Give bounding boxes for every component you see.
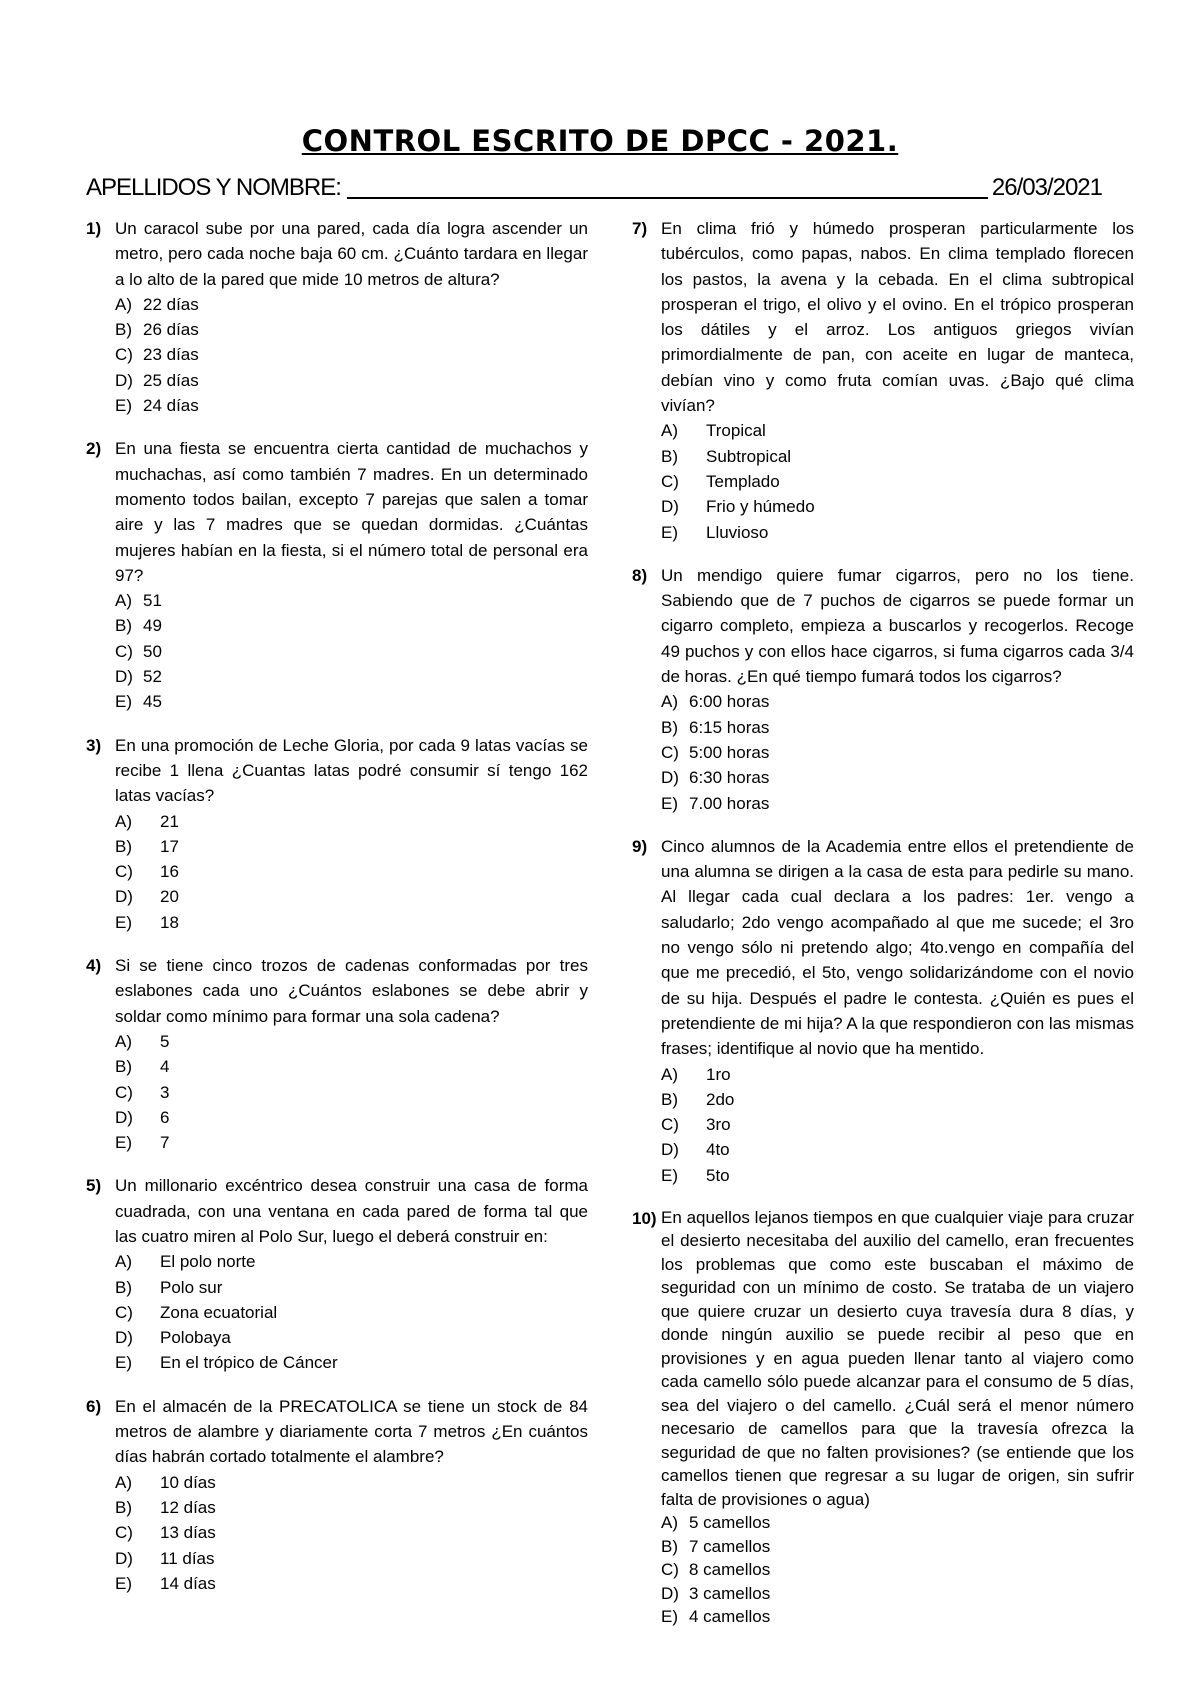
question-2 [86, 436, 588, 714]
option-letter: A) [115, 811, 132, 831]
question-number: 5) [86, 1176, 102, 1196]
options-list [115, 1029, 588, 1155]
option-b[interactable] [115, 834, 588, 859]
option-text: 4 [160, 1057, 170, 1077]
option-text: 6 [160, 1107, 170, 1127]
question-number: 1) [86, 219, 102, 238]
option-b[interactable] [115, 1495, 588, 1520]
option-letter: D) [661, 768, 679, 788]
option-text: 16 [160, 862, 179, 882]
option-text: 45 [143, 692, 162, 712]
option-letter: A) [115, 1472, 132, 1492]
option-letter: D) [115, 1548, 133, 1568]
option-c[interactable] [661, 1112, 1134, 1137]
question-number: 6) [86, 1396, 102, 1416]
option-letter: C) [115, 641, 133, 661]
option-d[interactable] [661, 765, 1134, 790]
option-text: 8 camellos [689, 1560, 771, 1580]
question-number: 9) [632, 836, 648, 856]
question-number: 7) [632, 219, 648, 238]
option-c[interactable] [115, 342, 588, 367]
option-text: 6:30 horas [689, 768, 770, 788]
options-list [661, 689, 1134, 815]
option-b[interactable] [115, 613, 588, 638]
option-text: 4to [706, 1140, 730, 1160]
right-column [632, 216, 1134, 1629]
options-list [115, 1249, 588, 1375]
option-text: 3ro [706, 1115, 731, 1135]
question-text: En una fiesta se encuentra cierta cantidad de muchachos y muchachas, así como también 7 madres. En un determinado momento todos bailan, excepto 7 parejas que salen a tomar aire y las 7 madres que se quedan dormidas. ¿Cuántas mujeres habían en la fiesta, si el número total de personal era 97? [115, 439, 588, 585]
option-c[interactable] [115, 1080, 588, 1105]
question-5 [86, 1173, 588, 1375]
option-a[interactable] [115, 1470, 588, 1495]
option-text: 13 días [160, 1523, 216, 1543]
page-title: CONTROL ESCRITO DE DPCC - 2021. [301, 124, 899, 158]
option-a[interactable] [115, 292, 588, 317]
question-number: 3) [86, 735, 102, 755]
question-text: Cinco alumnos de la Academia entre ellos el pretendiente de una alumna se dirigen a la casa de esta para pedirle su mano. Al llegar cada cual declara a los padres: 1er. vengo a saludarlo; 2do vengo acompañado al que me sucede; el 3ro no vengo sólo ni pretendo algo; 4to.vengo en compañía del que me precedió, el 5to, vengo solidarizándome con el novio de su hija. Después el padre le contesta. ¿Quién es pues el pretendiente de mi hija? A la que respondieron con las mismas frases; identifique al novio que ha mentido. [661, 836, 1134, 1059]
option-letter: E) [115, 692, 132, 712]
option-e[interactable] [115, 393, 588, 418]
option-text: 50 [143, 641, 162, 661]
question-text: Un caracol sube por una pared, cada día logra ascender un metro, pero cada noche baja 60 cm. ¿Cuánto tardara en llegar a lo alto de la pared que mide 10 metros de altura? [115, 219, 588, 289]
option-letter: B) [115, 1057, 132, 1077]
option-letter: C) [115, 345, 133, 365]
option-text: 52 [143, 667, 162, 687]
option-text: Lluvioso [706, 522, 769, 542]
option-text: 5to [706, 1165, 730, 1185]
option-letter: A) [661, 692, 678, 712]
question-text: Si se tiene cinco trozos de cadenas conformadas por tres eslabones cada uno ¿Cuántos eslabones se debe abrir y soldar como mínimo para formar una sola cadena? [115, 956, 588, 1026]
option-text: 6:15 horas [689, 717, 770, 737]
option-d[interactable] [661, 494, 1134, 519]
option-a[interactable] [115, 809, 588, 834]
option-letter: B) [661, 717, 678, 737]
option-letter: E) [115, 1133, 132, 1153]
option-letter: C) [115, 1523, 133, 1543]
option-letter: B) [115, 1277, 132, 1297]
option-letter: A) [661, 1513, 678, 1533]
option-e[interactable] [115, 689, 588, 714]
option-text: 5 camellos [689, 1513, 771, 1533]
option-letter: D) [661, 497, 679, 517]
option-letter: A) [115, 1252, 132, 1272]
option-letter: D) [661, 1140, 679, 1160]
option-letter: D) [115, 667, 133, 687]
option-letter: E) [661, 522, 678, 542]
option-text: 25 días [143, 370, 199, 390]
options-list [661, 1062, 1134, 1188]
name-row [86, 172, 1102, 202]
option-text: Frio y húmedo [706, 497, 815, 517]
option-a[interactable] [115, 1029, 588, 1054]
option-c[interactable] [115, 1300, 588, 1325]
option-letter: A) [661, 421, 678, 441]
option-text: 5:00 horas [689, 742, 770, 762]
option-e[interactable] [115, 1130, 588, 1155]
option-d[interactable] [661, 1582, 1134, 1606]
option-text: 22 días [143, 294, 199, 314]
option-letter: C) [115, 862, 133, 882]
question-7 [632, 216, 1134, 545]
option-e[interactable] [115, 1571, 588, 1596]
option-d[interactable] [115, 664, 588, 689]
option-text: 7 camellos [689, 1536, 771, 1556]
option-text: El polo norte [160, 1252, 256, 1272]
option-e[interactable] [661, 1163, 1134, 1188]
option-c[interactable] [115, 859, 588, 884]
question-text: En una promoción de Leche Gloria, por cada 9 latas vacías se recibe 1 llena ¿Cuantas latas podré consumir sí tengo 162 latas vacías? [115, 735, 588, 806]
question-text: Un millonario excéntrico desea construir una casa de forma cuadrada, con una ventana en cada pared de forma tal que las cuatro miren al Polo Sur, luego el deberá construir en: [115, 1176, 588, 1246]
name-label: APELLIDOS Y NOMBRE: [86, 174, 341, 201]
options-list [115, 588, 588, 714]
option-d[interactable] [115, 1105, 588, 1130]
option-letter: D) [661, 1583, 679, 1603]
option-b[interactable] [661, 444, 1134, 469]
option-e[interactable] [661, 791, 1134, 816]
question-number: 8) [632, 565, 648, 585]
options-list [115, 1470, 588, 1596]
option-e[interactable] [115, 1350, 588, 1375]
question-9 [632, 834, 1134, 1188]
option-text: 4 camellos [689, 1607, 771, 1627]
option-e[interactable] [661, 520, 1134, 545]
option-text: 14 días [160, 1573, 216, 1593]
option-text: 51 [143, 591, 162, 611]
question-text: En aquellos lejanos tiempos en que cualquier viaje para cruzar el desierto necesitaba del auxilio del camello, eran frecuentes los problemas que como este buscaban el máximo de seguridad con un mínimo de costo. Se trataba de un viajero que quiere cruzar un desierto cuya travesía dura 8 días, y donde ningún auxilio se puede recibir al peso que en provisiones y en agua pueden llenar tanto al viajero como cada camello sólo puede alcanzar para el consumo de 5 días, sea del viajero o del camello. ¿Cuál será el menor número necesario de camellos para que la travesía ofrezca la seguridad de que no falten provisiones? (se entiende que los camellos tienen que regresar a su lugar de origen, sin sufrir falta de provisiones o agua) [661, 1207, 1134, 1509]
option-e[interactable] [661, 1605, 1134, 1629]
option-c[interactable] [661, 469, 1134, 494]
question-number: 2) [86, 439, 102, 459]
option-b[interactable] [115, 1275, 588, 1300]
option-text: 11 días [160, 1548, 215, 1568]
option-b[interactable] [661, 1087, 1134, 1112]
option-letter: E) [661, 793, 678, 813]
option-c[interactable] [661, 740, 1134, 765]
option-c[interactable] [115, 1520, 588, 1545]
options-list [661, 1511, 1134, 1629]
option-text: 21 [160, 811, 179, 831]
option-letter: B) [115, 1497, 132, 1517]
option-letter: C) [661, 742, 679, 762]
question-8 [632, 563, 1134, 816]
option-letter: B) [115, 320, 132, 340]
option-a[interactable] [115, 1249, 588, 1274]
option-letter: D) [115, 887, 133, 907]
question-text: En clima frió y húmedo prosperan particularmente los tubérculos, como papas, nabos. En clima templado florecen los pastos, la avena y la cebada. En el clima subtropical prosperan el trigo, el olivo y el ovino. En el trópico prosperan los dátiles y el arroz. Los antiguos griegos vivían primordialmente de pan, con aceite en lugar de manteca, debían vino y como fruta comían uvas. ¿Bajo qué clima vivían? [661, 219, 1134, 416]
option-b[interactable] [661, 715, 1134, 740]
option-d[interactable] [115, 1546, 588, 1571]
option-letter: C) [661, 1115, 679, 1135]
option-text: 6:00 horas [689, 692, 770, 712]
option-letter: E) [115, 1353, 132, 1373]
option-text: 18 [160, 912, 179, 932]
options-list [661, 418, 1134, 544]
option-d[interactable] [115, 368, 588, 393]
option-text: Templado [706, 471, 780, 491]
left-column [86, 216, 588, 1596]
question-text: Un mendigo quiere fumar cigarros, pero no los tiene. Sabiendo que de 7 puchos de cigarros se puede formar un cigarro completo, empieza a buscarlos y recogerlos. Recoge 49 puchos y con ellos hace cigarros, si fuma cigarros cada 3/4 de horas. ¿En qué tiempo fumará todos los cigarros? [661, 565, 1134, 687]
option-b[interactable] [115, 317, 588, 342]
option-a[interactable] [115, 588, 588, 613]
option-text: 12 días [160, 1497, 216, 1517]
question-number: 4) [86, 956, 102, 976]
option-letter: B) [661, 1089, 678, 1109]
option-b[interactable] [115, 1054, 588, 1079]
option-c[interactable] [115, 639, 588, 664]
option-letter: C) [115, 1082, 133, 1102]
option-letter: A) [661, 1064, 678, 1084]
option-text: Polo sur [160, 1277, 223, 1297]
question-1 [86, 216, 588, 418]
option-text: 1ro [706, 1064, 731, 1084]
options-list [115, 292, 588, 418]
option-letter: E) [115, 396, 132, 416]
option-text: Polobaya [160, 1328, 231, 1348]
option-text: 2do [706, 1089, 735, 1109]
option-letter: D) [115, 1107, 133, 1127]
question-6 [86, 1394, 588, 1596]
date-text: 26/03/2021 [991, 174, 1102, 201]
option-letter: A) [115, 294, 132, 314]
option-text: 24 días [143, 396, 199, 416]
question-number: 10) [632, 1208, 657, 1228]
option-letter: B) [115, 616, 132, 636]
option-a[interactable] [661, 418, 1134, 443]
option-c[interactable] [661, 1558, 1134, 1582]
option-b[interactable] [661, 1535, 1134, 1559]
option-text: 7.00 horas [689, 793, 770, 813]
option-letter: B) [661, 446, 678, 466]
option-letter: D) [115, 1328, 133, 1348]
option-letter: D) [115, 370, 133, 390]
option-text: 20 [160, 887, 179, 907]
option-d[interactable] [115, 1325, 588, 1350]
option-text: 17 [160, 836, 179, 856]
option-text: 3 [160, 1082, 170, 1102]
option-letter: B) [661, 1536, 678, 1556]
question-text: En el almacén de la PRECATOLICA se tiene un stock de 84 metros de alambre y diariamente corta 7 metros ¿En cuántos días habrán cortado totalmente el alambre? [115, 1396, 588, 1467]
option-text: 23 días [143, 345, 199, 365]
name-input-line[interactable] [347, 175, 988, 199]
option-letter: C) [661, 471, 679, 491]
option-text: 26 días [143, 320, 199, 340]
option-e[interactable] [115, 910, 588, 935]
option-text: Tropical [706, 421, 766, 441]
option-letter: E) [115, 1573, 132, 1593]
option-text: 49 [143, 616, 162, 636]
option-text: Zona ecuatorial [160, 1302, 278, 1322]
option-text: 3 camellos [689, 1583, 771, 1603]
question-4 [86, 953, 588, 1155]
option-text: 5 [160, 1031, 170, 1051]
option-letter: E) [661, 1165, 678, 1185]
question-10 [632, 1206, 1134, 1629]
options-list [115, 809, 588, 935]
option-text: 7 [160, 1133, 170, 1153]
option-a[interactable] [661, 1511, 1134, 1535]
option-letter: E) [661, 1607, 678, 1627]
option-a[interactable] [661, 1062, 1134, 1087]
option-letter: B) [115, 836, 132, 856]
question-3 [86, 733, 588, 935]
option-letter: E) [115, 912, 132, 932]
option-d[interactable] [661, 1137, 1134, 1162]
option-letter: C) [661, 1560, 679, 1580]
option-letter: A) [115, 591, 132, 611]
option-letter: A) [115, 1031, 132, 1051]
option-text: 10 días [160, 1472, 216, 1492]
option-a[interactable] [661, 689, 1134, 714]
option-text: Subtropical [706, 446, 792, 466]
option-d[interactable] [115, 884, 588, 909]
option-text: En el trópico de Cáncer [160, 1353, 338, 1373]
option-letter: C) [115, 1302, 133, 1322]
